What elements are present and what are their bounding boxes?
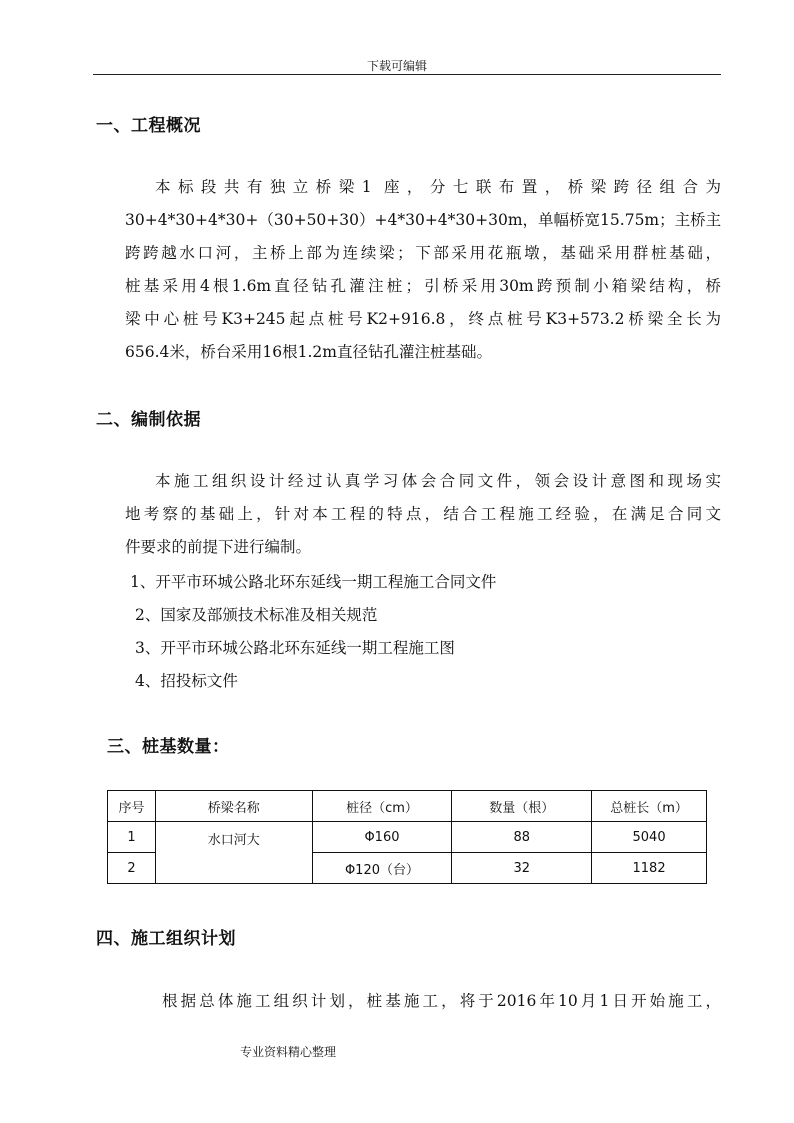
section-heading-overview: 一、工程概况	[96, 116, 201, 136]
table-cell-no: 2	[108, 853, 156, 884]
pile-quantity-table	[107, 790, 707, 884]
table-cell-bridge-name: 水口河大	[155, 822, 312, 884]
plan-paragraph	[125, 985, 721, 1018]
overview-line: 30+4*30+4*30+（30+50+30）+4*30+4*30+30m，单幅桥宽15.75m；主桥主	[125, 211, 722, 229]
basis-line: 件要求的前提下进行编制。	[125, 538, 312, 556]
overview-paragraph	[125, 171, 721, 369]
basis-list-item: 2、国家及部颁技术标准及相关规范	[135, 606, 378, 624]
overview-line: 跨跨越水口河，主桥上部为连续梁；下部采用花瓶墩，基础采用群桩基础，	[125, 244, 721, 262]
table-cell-no: 1	[108, 822, 156, 853]
basis-line: 地考察的基础上，针对本工程的特点，结合工程施工经验，在满足合同文	[125, 505, 721, 523]
basis-list-item: 3、开平市环城公路北环东延线一期工程施工图	[135, 639, 455, 657]
table-header-cell: 总桩长（m）	[592, 791, 707, 822]
table-header-cell: 桥梁名称	[155, 791, 312, 822]
basis-list-item: 4、招投标文件	[135, 672, 238, 690]
section-heading-piles: 三、桩基数量：	[107, 737, 230, 757]
table-cell-count: 32	[452, 853, 592, 884]
table-cell-count: 88	[452, 822, 592, 853]
overview-line: 梁中心桩号K3+245起点桩号K2+916.8，终点桩号K3+573.2桥梁全长为	[125, 310, 721, 328]
table-header-cell: 序号	[108, 791, 156, 822]
table-cell-diameter: Φ160	[312, 822, 452, 853]
header-divider	[93, 74, 721, 75]
basis-list-item: 1、开平市环城公路北环东延线一期工程施工合同文件	[130, 573, 497, 591]
basis-line: 本施工组织设计经过认真学习体会合同文件，领会设计意图和现场实	[155, 472, 721, 490]
table-row	[108, 822, 707, 853]
basis-paragraph	[125, 465, 721, 564]
plan-line: 根据总体施工组织计划，桩基施工，将于2016年10月1日开始施工，	[162, 992, 721, 1010]
overview-line: 本标段共有独立桥梁1 座，分七联布置，桥梁跨径组合为	[155, 178, 721, 196]
section-heading-plan: 四、施工组织计划	[96, 929, 236, 949]
page-header: 下载可编辑	[366, 59, 427, 73]
basis-list	[130, 566, 496, 698]
overview-line: 656.4米，桥台采用16根1.2m直径钻孔灌注桩基础。	[125, 343, 492, 361]
page-footer: 专业资料精心整理	[240, 1045, 337, 1059]
table-cell-length: 1182	[592, 853, 707, 884]
table-header-cell: 桩径（cm）	[312, 791, 452, 822]
overview-line: 桩基采用4根1.6m直径钻孔灌注桩；引桥采用30m跨预制小箱梁结构，桥	[125, 277, 721, 295]
table-header-cell: 数量（根）	[452, 791, 592, 822]
table-header-row	[108, 791, 707, 822]
table-cell-length: 5040	[592, 822, 707, 853]
section-heading-basis: 二、编制依据	[96, 410, 201, 430]
table-cell-diameter: Φ120（台）	[312, 853, 452, 884]
